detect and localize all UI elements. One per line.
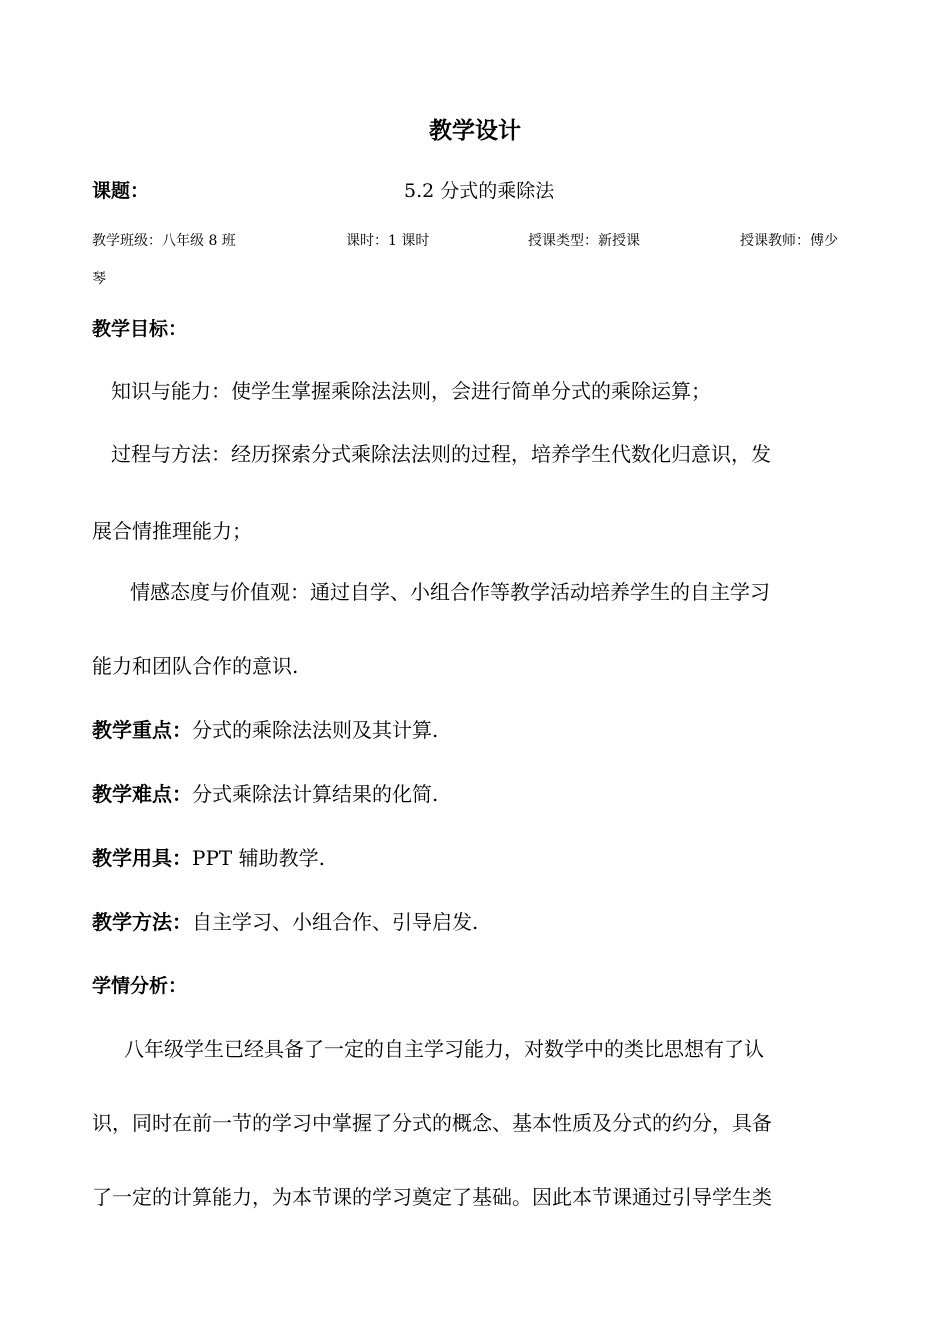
methods-label: 教学方法： xyxy=(92,910,192,934)
meta-hours: 课时：1 课时 xyxy=(346,233,430,249)
objective-emotion-line1: 情感态度与价值观：通过自学、小组合作等教学活动培养学生的自主学习 xyxy=(130,580,770,604)
meta-class: 教学班级：八年级 8 班 xyxy=(92,233,236,249)
objective-knowledge: 知识与能力：使学生掌握乘除法法则，会进行简单分式的乘除运算； xyxy=(111,379,711,403)
topic-value: 5.2 分式的乘除法 xyxy=(404,180,555,202)
objective-process-line2: 展合情推理能力； xyxy=(92,519,252,543)
methods-row xyxy=(92,906,478,935)
objectives-heading: 教学目标： xyxy=(92,318,188,340)
analysis-line3: 了一定的计算能力，为本节课的学习奠定了基础。因此本节课通过引导学生类 xyxy=(92,1185,772,1209)
meta-teacher-continued: 琴 xyxy=(92,271,106,287)
difficulty-value: 分式乘除法计算结果的化简. xyxy=(192,782,439,806)
analysis-line2: 识，同时在前一节的学习中掌握了分式的概念、基本性质及分式的约分，具备 xyxy=(92,1111,772,1135)
difficulty-label: 教学难点： xyxy=(92,782,192,806)
analysis-heading: 学情分析： xyxy=(92,975,188,997)
tools-label: 教学用具： xyxy=(92,846,192,870)
key-point-label: 教学重点： xyxy=(92,718,192,742)
topic-label: 课题： xyxy=(92,180,150,202)
tools-row xyxy=(92,842,325,871)
difficulty-row xyxy=(92,778,438,807)
page-title: 教学设计 xyxy=(429,118,521,144)
methods-value: 自主学习、小组合作、引导启发. xyxy=(192,910,479,934)
tools-value: PPT 辅助教学. xyxy=(192,846,325,870)
objective-process-line1: 过程与方法：经历探索分式乘除法法则的过程，培养学生代数化归意识，发 xyxy=(111,442,771,466)
key-point-value: 分式的乘除法法则及其计算. xyxy=(192,718,439,742)
meta-type: 授课类型：新授课 xyxy=(528,233,640,249)
meta-teacher: 授课教师：傅少 xyxy=(740,233,838,249)
analysis-line1: 八年级学生已经具备了一定的自主学习能力，对数学中的类比思想有了认 xyxy=(124,1037,764,1061)
objective-emotion-line2: 能力和团队合作的意识. xyxy=(92,654,299,678)
key-point-row xyxy=(92,714,438,743)
